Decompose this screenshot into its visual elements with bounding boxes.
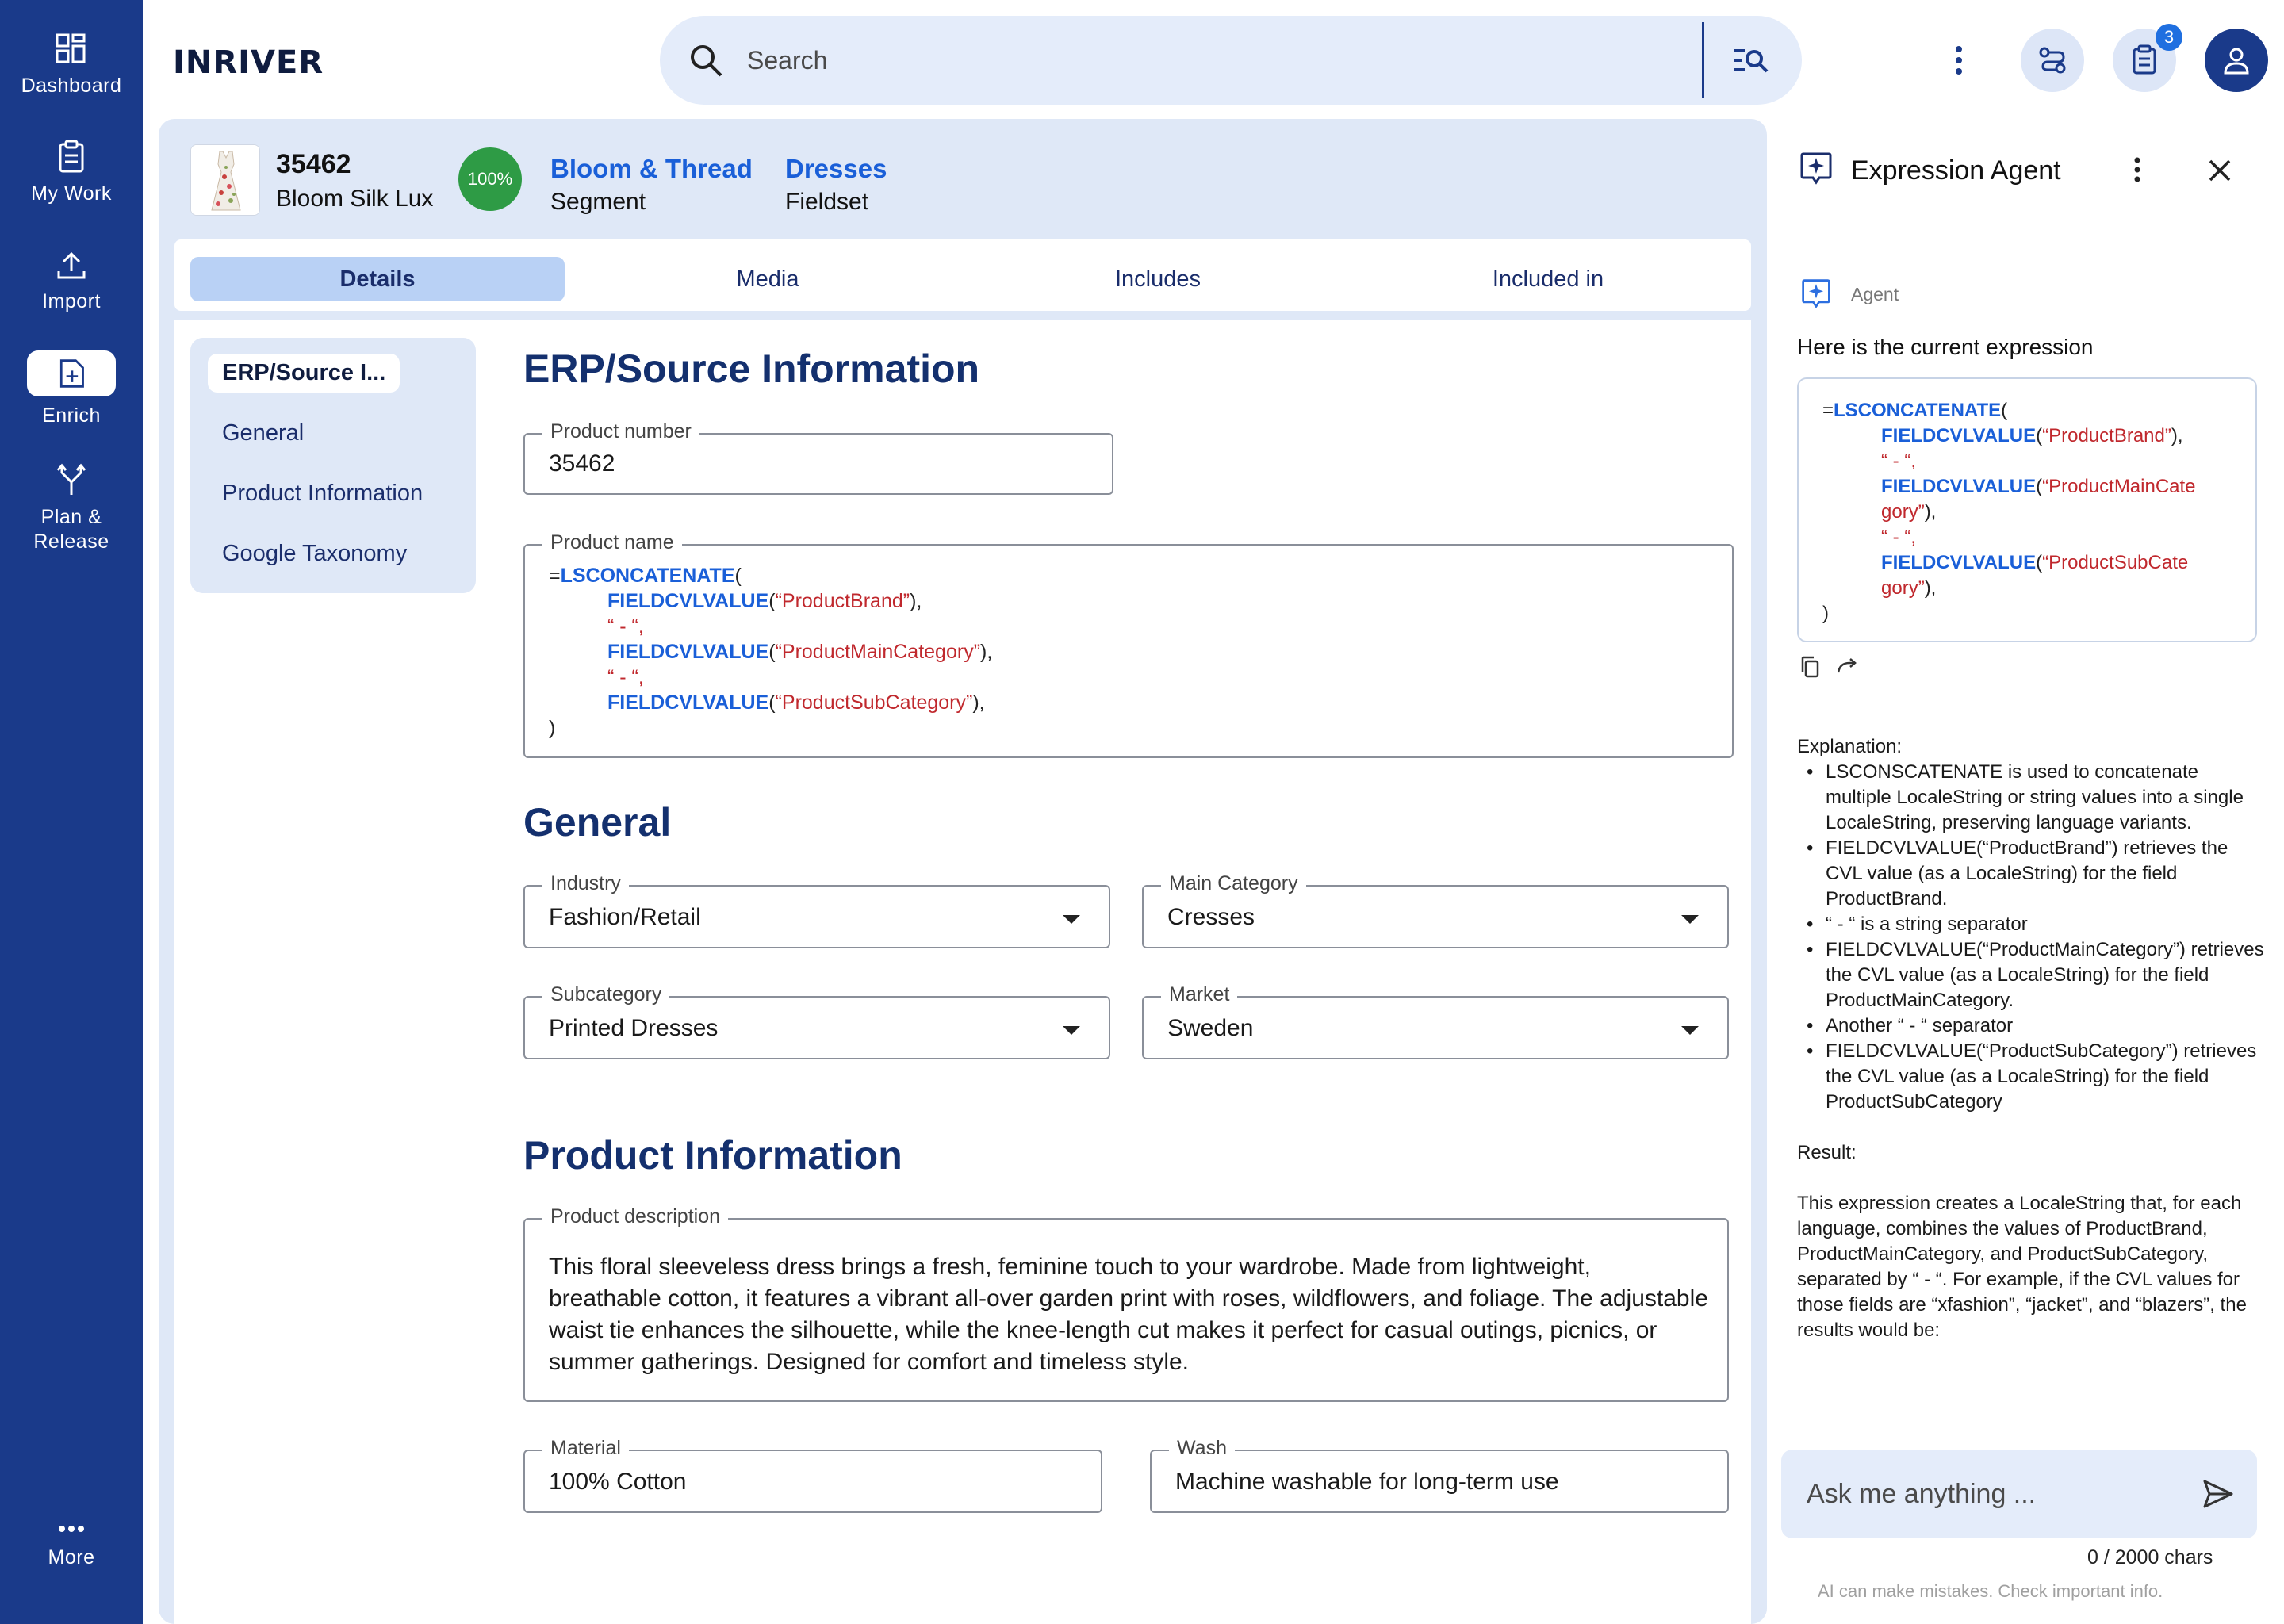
search-icon xyxy=(687,41,725,79)
clipboard-icon xyxy=(54,140,89,174)
more-vertical-icon[interactable] xyxy=(2127,155,2148,184)
wash-field[interactable] xyxy=(1150,1437,1729,1513)
product-description-field[interactable] xyxy=(523,1205,1729,1402)
product-number-value[interactable]: 35462 xyxy=(549,450,615,477)
rail-label-import: Import xyxy=(42,290,101,312)
agent-expr-fn-field: FIELDCVLVALUE xyxy=(1881,476,2037,497)
ai-disclaimer: AI can make mistakes. Check important info. xyxy=(1818,1581,2163,1601)
section-title-general: General xyxy=(523,800,672,845)
expr-fn-field: FIELDCVLVALUE xyxy=(607,691,769,714)
agent-expr-line-4 xyxy=(1822,474,2196,500)
rail-label-my-work: My Work xyxy=(31,182,112,205)
expr-arg-sub: “ProductSubCategory” xyxy=(775,691,973,714)
section-title-product-information: Product Information xyxy=(523,1133,902,1178)
result-title: Result: xyxy=(1797,1142,1857,1163)
expr-line-4 xyxy=(549,639,992,665)
rail-item-import[interactable] xyxy=(0,247,143,313)
agent-expr-eq: = xyxy=(1822,400,1834,421)
product-name-label: Product name xyxy=(542,531,682,554)
agent-expr-line-7 xyxy=(1822,550,2196,576)
document-add-icon xyxy=(56,358,87,389)
tab-details[interactable]: Details xyxy=(190,257,565,301)
expr-arg-main: “ProductMainCategory” xyxy=(775,641,981,663)
ask-input[interactable] xyxy=(1807,1472,2171,1516)
nav-item-google-taxonomy[interactable]: Google Taxonomy xyxy=(222,541,408,566)
product-number-field[interactable] xyxy=(523,420,1113,495)
completeness-badge[interactable]: 100% xyxy=(458,147,522,211)
expr-fn-concat: LSCONCATENATE xyxy=(560,565,735,587)
agent-expr-paren: ( xyxy=(2036,425,2043,446)
agent-expr-sep: “ - “, xyxy=(1881,450,1916,472)
expr-sep: “ - “, xyxy=(607,615,644,638)
search-bar[interactable] xyxy=(660,16,1802,105)
expr-arg-brand: “ProductBrand” xyxy=(775,590,910,612)
more-horizontal-icon xyxy=(54,1519,89,1538)
rail-label-enrich: Enrich xyxy=(42,404,101,427)
product-description-label: Product description xyxy=(542,1205,728,1228)
agent-explanation xyxy=(1797,734,2265,1343)
tasks-button[interactable] xyxy=(2113,29,2176,92)
agent-expr-line-5 xyxy=(1822,500,2196,525)
product-thumbnail[interactable] xyxy=(190,144,260,216)
nav-item-erp-source[interactable]: ERP/Source I... xyxy=(208,354,400,393)
search-input[interactable] xyxy=(747,40,1540,81)
user-profile-button[interactable] xyxy=(2205,29,2268,92)
agent-expr-close-arg: ), xyxy=(2171,425,2183,446)
agent-expr-close-arg: ), xyxy=(1924,577,1937,599)
rail-item-enrich[interactable] xyxy=(0,350,143,427)
agent-chat-input[interactable] xyxy=(1781,1450,2257,1538)
expr-fn-field: FIELDCVLVALUE xyxy=(607,590,769,612)
explanation-list xyxy=(1797,760,2265,1115)
expr-eq: = xyxy=(549,565,561,587)
merge-icon xyxy=(54,463,89,498)
explanation-item: • FIELDCVLVALUE(“ProductBrand”) retrieves the CVL value (as a LocaleString) for the field ProductBrand. xyxy=(1797,836,2265,912)
agent-message-label: Agent xyxy=(1851,284,1899,304)
nav-item-general[interactable]: General xyxy=(222,420,305,446)
rail-label-dashboard: Dashboard xyxy=(21,75,122,97)
expr-fn-field: FIELDCVLVALUE xyxy=(607,641,769,663)
wash-label: Wash xyxy=(1169,1437,1235,1460)
tab-included-in[interactable]: Included in xyxy=(1492,266,1604,292)
explanation-item: • FIELDCVLVALUE(“ProductMainCategory”) retrieves the CVL value (as a LocaleString) for the field ProductMainCategory. xyxy=(1797,937,2265,1013)
result-text: This expression creates a LocaleString that, for each language, combines the values of ProductBrand, ProductMainCategory, and ProductSubCategory, separated by “ - “. For example, if the CVL values for those fields are “xfashion”, “jacket”, and “blazers”, the results would be: xyxy=(1797,1193,2247,1341)
copy-icon[interactable] xyxy=(1799,655,1821,679)
expr-line-2 xyxy=(549,588,992,614)
material-field[interactable] xyxy=(523,1437,1102,1513)
agent-expr-paren: ( xyxy=(2036,476,2043,497)
send-icon[interactable] xyxy=(2202,1478,2235,1510)
product-number-label: Product number xyxy=(542,420,699,443)
user-icon xyxy=(2221,44,2252,76)
chevron-down-icon[interactable] xyxy=(1681,1026,1699,1035)
agent-expr-sep: “ - “, xyxy=(1881,527,1916,548)
product-name-field[interactable] xyxy=(523,531,1734,758)
agent-expr-arg-main-a: “ProductMainCate xyxy=(2042,476,2196,497)
product-description-value[interactable]: This floral sleeveless dress brings a fresh, feminine touch to your wardrobe. Made from lightweight, breathable cotton, it features a vibrant all-over garden print with roses, wildflowers, and foliage. The adjustable waist tie enhances the silhouette, while the knee-length cut makes it perfect for casual outings, picnics, or summer gatherings. Designed for comfort and timeless style. xyxy=(549,1254,1708,1375)
entity-tabs xyxy=(174,239,1751,311)
brand-logo: INRIVER xyxy=(173,44,324,81)
nav-item-product-information[interactable]: Product Information xyxy=(222,481,423,506)
more-vertical-icon[interactable] xyxy=(1948,44,1970,76)
chevron-down-icon[interactable] xyxy=(1681,915,1699,924)
expr-paren: ( xyxy=(768,691,776,714)
wash-value[interactable]: Machine washable for long-term use xyxy=(1175,1469,1559,1495)
subcategory-select[interactable] xyxy=(523,983,1110,1059)
market-label: Market xyxy=(1161,983,1237,1006)
product-id: 35462 xyxy=(276,149,351,179)
rail-label-plan-release-1: Plan & xyxy=(40,506,102,528)
rail-item-my-work[interactable] xyxy=(0,140,143,205)
product-name-expression[interactable] xyxy=(549,563,992,741)
rail-item-dashboard[interactable] xyxy=(0,32,143,98)
chevron-down-icon[interactable] xyxy=(1063,1026,1080,1035)
agent-expr-open: ( xyxy=(2001,400,2008,421)
expr-close: ) xyxy=(549,717,556,739)
agent-title: Expression Agent xyxy=(1851,155,2061,186)
notification-badge: 3 xyxy=(2156,24,2182,51)
tab-media[interactable]: Media xyxy=(736,266,799,292)
main-category-value: Cresses xyxy=(1167,904,1255,930)
agent-expr-line-2 xyxy=(1822,423,2196,449)
upload-icon xyxy=(54,247,89,282)
main-category-label: Main Category xyxy=(1161,872,1306,895)
expr-line-6 xyxy=(549,690,992,715)
search-divider xyxy=(1702,22,1704,98)
agent-avatar-icon xyxy=(1800,278,1832,309)
agent-expr-paren: ( xyxy=(2036,552,2043,573)
product-display-name: Bloom Silk Lux xyxy=(276,186,434,212)
explanation-item: • “ - “ is a string separator xyxy=(1797,912,2265,937)
expr-line-1 xyxy=(549,563,992,588)
agent-expression-box xyxy=(1797,377,2257,642)
expr-sep: “ - “, xyxy=(607,666,644,688)
explanation-title: Explanation: xyxy=(1797,736,1903,757)
industry-value: Fashion/Retail xyxy=(549,904,701,930)
ai-sparkle-icon xyxy=(1799,151,1834,186)
character-counter: 0 / 2000 chars xyxy=(2087,1546,2213,1568)
chevron-down-icon[interactable] xyxy=(1063,915,1080,924)
market-select[interactable] xyxy=(1142,983,1729,1059)
expr-paren: ( xyxy=(768,641,776,663)
rail-item-plan-release[interactable] xyxy=(0,463,143,553)
expr-paren: ( xyxy=(768,590,776,612)
agent-expr-line-1 xyxy=(1822,398,2196,423)
agent-expr-arg-sub-a: “ProductSubCate xyxy=(2042,552,2189,573)
agent-expr-line-8 xyxy=(1822,576,2196,601)
agent-expr-fn-field: FIELDCVLVALUE xyxy=(1881,425,2037,446)
market-value: Sweden xyxy=(1167,1015,1254,1041)
material-value[interactable]: 100% Cotton xyxy=(549,1469,687,1495)
rail-item-more[interactable] xyxy=(0,1519,143,1569)
expr-close-arg: ), xyxy=(980,641,993,663)
expr-close-arg: ), xyxy=(910,590,922,612)
agent-expr-close-arg: ), xyxy=(1924,501,1937,523)
subcategory-value: Printed Dresses xyxy=(549,1015,719,1041)
expr-open: ( xyxy=(734,565,742,587)
route-icon xyxy=(2037,44,2068,76)
side-navigation-rail xyxy=(0,0,143,1624)
agent-expr-arg-sub-b: gory” xyxy=(1881,577,1925,599)
subcategory-label: Subcategory xyxy=(542,983,669,1006)
section-title-erp: ERP/Source Information xyxy=(523,347,980,391)
explanation-item: • LSCONSCATENATE is used to concatenate multiple LocaleString or string values into a single LocaleString, preserving language variants. xyxy=(1797,760,2265,836)
main-category-select[interactable] xyxy=(1142,872,1729,948)
explanation-item: • FIELDCVLVALUE(“ProductSubCategory”) retrieves the CVL value (as a LocaleString) for the field ProductSubCategory xyxy=(1797,1039,2265,1115)
industry-label: Industry xyxy=(542,872,629,895)
explanation-item: • Another “ - “ separator xyxy=(1797,1013,2265,1039)
enrich-active-indicator xyxy=(27,350,116,396)
dashboard-icon xyxy=(54,32,89,67)
redo-icon[interactable] xyxy=(1835,657,1859,677)
expr-close-arg: ), xyxy=(972,691,985,714)
task-list-icon xyxy=(2129,44,2160,76)
industry-select[interactable] xyxy=(523,872,1110,948)
agent-expression-code xyxy=(1822,398,2196,626)
segment-link[interactable]: Bloom & Thread xyxy=(550,154,753,183)
agent-expr-close: ) xyxy=(1822,603,1829,624)
agent-expr-fn-concat: LSCONCATENATE xyxy=(1834,400,2002,421)
workflow-button[interactable] xyxy=(2021,29,2084,92)
agent-expr-arg-main-b: gory” xyxy=(1881,501,1925,523)
advanced-search-icon[interactable] xyxy=(1732,44,1770,76)
material-label: Material xyxy=(542,1437,629,1460)
dress-image xyxy=(191,145,260,216)
segment-label: Segment xyxy=(550,189,646,215)
close-icon[interactable] xyxy=(2208,159,2232,182)
section-navigation xyxy=(190,338,476,593)
rail-label-plan-release-2: Release xyxy=(33,530,109,553)
agent-expr-fn-field: FIELDCVLVALUE xyxy=(1881,552,2037,573)
agent-intro-text: Here is the current expression xyxy=(1797,335,2094,359)
tab-includes[interactable]: Includes xyxy=(1114,266,1201,292)
rail-label-more: More xyxy=(48,1546,95,1568)
agent-expr-arg-brand: “ProductBrand” xyxy=(2042,425,2171,446)
fieldset-link[interactable]: Dresses xyxy=(785,154,887,183)
fieldset-label: Fieldset xyxy=(785,189,869,215)
